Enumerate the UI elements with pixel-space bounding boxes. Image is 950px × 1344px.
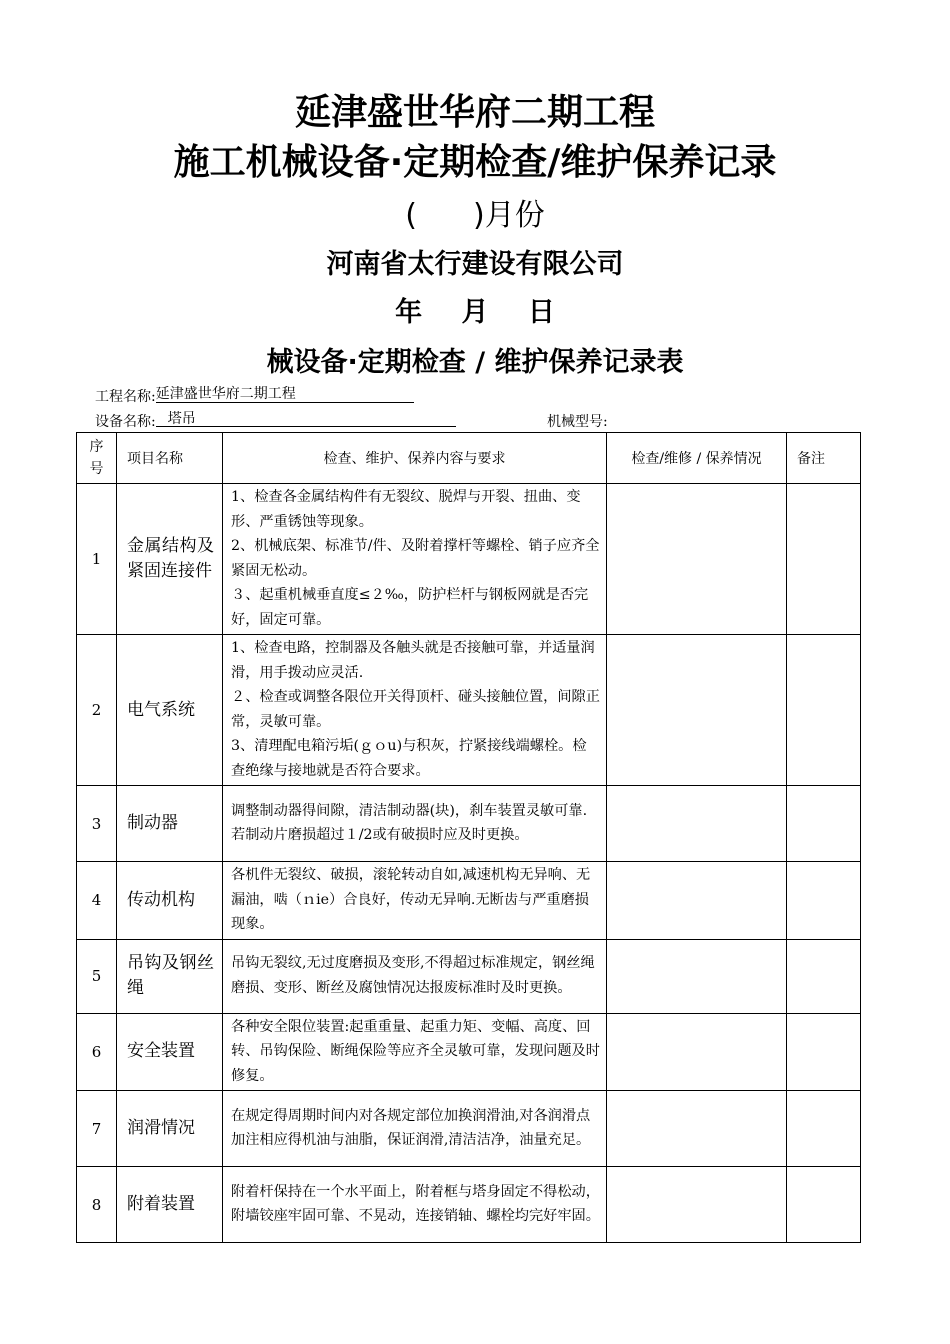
requirement-line: 调整制动器得间隙，清洁制动器(块)，刹车装置灵敏可靠.若制动片磨损超过１/2或有破损时应及时更换。	[231, 802, 588, 843]
row-number: 4	[77, 862, 117, 940]
equipment-name-field	[95, 411, 456, 431]
table-row	[77, 484, 861, 635]
maintenance-table	[76, 432, 861, 1243]
row-status-cell[interactable]	[607, 862, 787, 940]
date-year: 年	[395, 297, 423, 328]
equipment-name-label: 设备名称:	[95, 414, 156, 430]
row-remark-cell[interactable]	[787, 939, 861, 1013]
month-close: )月份	[473, 198, 545, 233]
requirement-line: 3、清理配电箱污垢(ｇｏu)与积灰，拧紧接线端螺栓。检查绝缘与接地就是否符合要求。	[231, 738, 587, 779]
date-day: 日	[527, 297, 555, 328]
row-requirements	[223, 862, 607, 940]
requirement-line: 各种安全限位装置:起重重量、起重力矩、变幅、高度、回转、吊钩保险、断绳保险等应齐全灵敏可靠，发现问题及时修复。	[231, 1018, 600, 1084]
row-remark-cell[interactable]	[787, 1013, 861, 1091]
date-month: 月	[461, 297, 489, 328]
row-item-name: 传动机构	[117, 862, 223, 940]
row-remark-cell[interactable]	[787, 484, 861, 635]
row-requirements	[223, 1013, 607, 1091]
row-requirements	[223, 1167, 607, 1243]
requirement-line: 2、机械底架、标准节/件、及附着撑杆等螺栓、销子应齐全紧固无松动。	[231, 538, 600, 579]
record-title: 施工机械设备·定期检查/维护保养记录	[173, 142, 777, 183]
header-item: 项目名称	[117, 433, 223, 484]
table-row	[77, 1167, 861, 1243]
row-number: 5	[77, 939, 117, 1013]
row-status-cell[interactable]	[607, 1167, 787, 1243]
row-item-name: 附着装置	[117, 1167, 223, 1243]
company-name: 河南省太行建设有限公司	[326, 249, 624, 280]
row-requirements	[223, 484, 607, 635]
model-label: 机械型号:	[547, 414, 608, 430]
row-item-name: 安全装置	[117, 1013, 223, 1091]
row-requirements	[223, 635, 607, 786]
project-name-label: 工程名称:	[95, 389, 156, 405]
row-number: 2	[77, 635, 117, 786]
requirement-line: 各机件无裂纹、破损，滚轮转动自如,减速机构无异响、无漏油，啮（ｎie）合良好，传动无异响.无断齿与严重磨损现象。	[231, 867, 591, 932]
table-row	[77, 1013, 861, 1091]
table-row	[77, 939, 861, 1013]
project-name-field	[95, 386, 414, 406]
row-item-name: 润滑情况	[117, 1091, 223, 1167]
table-row	[77, 635, 861, 786]
header-seq: 序号	[77, 433, 117, 484]
row-number: 1	[77, 484, 117, 635]
row-remark-cell[interactable]	[787, 635, 861, 786]
row-item-name: 制动器	[117, 786, 223, 862]
table-row	[77, 1091, 861, 1167]
row-number: 6	[77, 1013, 117, 1091]
requirement-line: 吊钩无裂纹,无过度磨损及变形,不得超过标准规定，钢丝绳磨损、变形、断丝及腐蚀情况达报废标准时及时更换。	[231, 955, 595, 996]
requirement-line: 1、检查电路，控制器及各触头就是否接触可靠，并适量润滑，用手拨动应灵活.	[231, 640, 595, 681]
row-number: 7	[77, 1091, 117, 1167]
row-status-cell[interactable]	[607, 484, 787, 635]
row-item-name: 电气系统	[117, 635, 223, 786]
row-remark-cell[interactable]	[787, 1167, 861, 1243]
header-content: 检查、维护、保养内容与要求	[223, 433, 607, 484]
row-remark-cell[interactable]	[787, 786, 861, 862]
month-open: (	[405, 198, 417, 233]
requirement-line: 附着杆保持在一个水平面上，附着框与塔身固定不得松动，附墙铰座牢固可靠、不晃动，连接销轴、螺栓均完好牢固。	[231, 1183, 600, 1224]
row-status-cell[interactable]	[607, 786, 787, 862]
row-item-name: 金属结构及紧固连接件	[117, 484, 223, 635]
table-header-row	[77, 433, 861, 484]
table-row	[77, 862, 861, 940]
row-number: 3	[77, 786, 117, 862]
row-remark-cell[interactable]	[787, 862, 861, 940]
requirement-line: ２、检查或调整各限位开关得顶杆、碰头接触位置，间隙正常，灵敏可靠。	[231, 689, 600, 730]
row-requirements	[223, 786, 607, 862]
row-status-cell[interactable]	[607, 939, 787, 1013]
project-name-value: 延津盛世华府二期工程	[156, 386, 414, 403]
header-remark: 备注	[787, 433, 861, 484]
table-title: 械设备·定期检查 / 维护保养记录表	[266, 347, 684, 378]
equipment-name-value: 塔吊	[156, 411, 456, 427]
requirement-line: 1、检查各金属结构件有无裂纹、脱焊与开裂、扭曲、变形、严重锈蚀等现象。	[231, 489, 581, 530]
header-status: 检查/维修 / 保养情况	[607, 433, 787, 484]
row-status-cell[interactable]	[607, 1013, 787, 1091]
row-status-cell[interactable]	[607, 635, 787, 786]
row-requirements	[223, 1091, 607, 1167]
project-title: 延津盛世华府二期工程	[294, 92, 655, 133]
row-number: 8	[77, 1167, 117, 1243]
date-line	[0, 290, 950, 329]
row-item-name: 吊钩及钢丝绳	[117, 939, 223, 1013]
row-remark-cell[interactable]	[787, 1091, 861, 1167]
row-requirements	[223, 939, 607, 1013]
requirement-line: ３、起重机械垂直度≤２‰，防护栏杆与钢板网就是否完好，固定可靠。	[231, 587, 589, 628]
table-row	[77, 786, 861, 862]
requirement-line: 在规定得周期时间内对各规定部位加换润滑油,对各润滑点加注相应得机油与油脂，保证润滑,清洁洁净，油量充足。	[231, 1107, 591, 1148]
row-status-cell[interactable]	[607, 1091, 787, 1167]
month-line	[0, 190, 950, 234]
